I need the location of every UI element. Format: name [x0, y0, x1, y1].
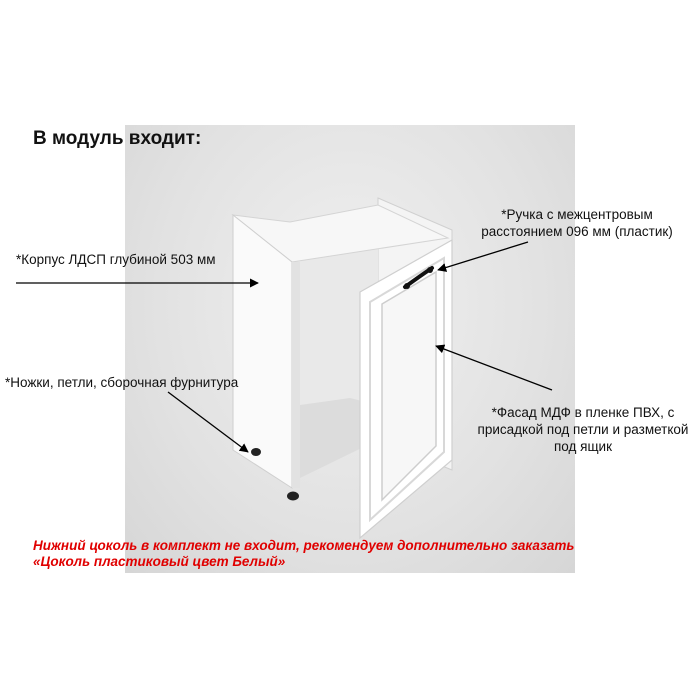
label-legs: *Ножки, петли, сборочная фурнитура	[5, 375, 239, 390]
label-body: *Корпус ЛДСП глубиной 503 мм	[16, 252, 216, 267]
plinth-note-line2: «Цоколь пластиковый цвет Белый»	[33, 554, 286, 569]
plinth-note-line1: Нижний цоколь в комплект не входит, рекомендуем дополнительно заказать	[33, 538, 575, 553]
cabinet-leg	[287, 492, 299, 501]
cabinet-leg	[251, 448, 261, 456]
cabinet-left-front-edge	[292, 262, 300, 488]
page-title: В модуль входит:	[33, 128, 202, 149]
arrow-facade	[436, 346, 552, 390]
label-handle-line2: расстоянием 096 мм (пластик)	[481, 224, 673, 239]
label-handle	[462, 206, 692, 240]
label-facade	[468, 404, 698, 455]
label-facade-line1: *Фасад МДФ в пленке ПВХ, с	[491, 405, 675, 420]
label-handle-line1: *Ручка с межцентровым	[501, 207, 653, 222]
plinth-note	[33, 538, 574, 570]
label-facade-line2: присадкой под петли и разметкой	[477, 422, 689, 437]
label-facade-line3: под ящик	[553, 439, 612, 454]
